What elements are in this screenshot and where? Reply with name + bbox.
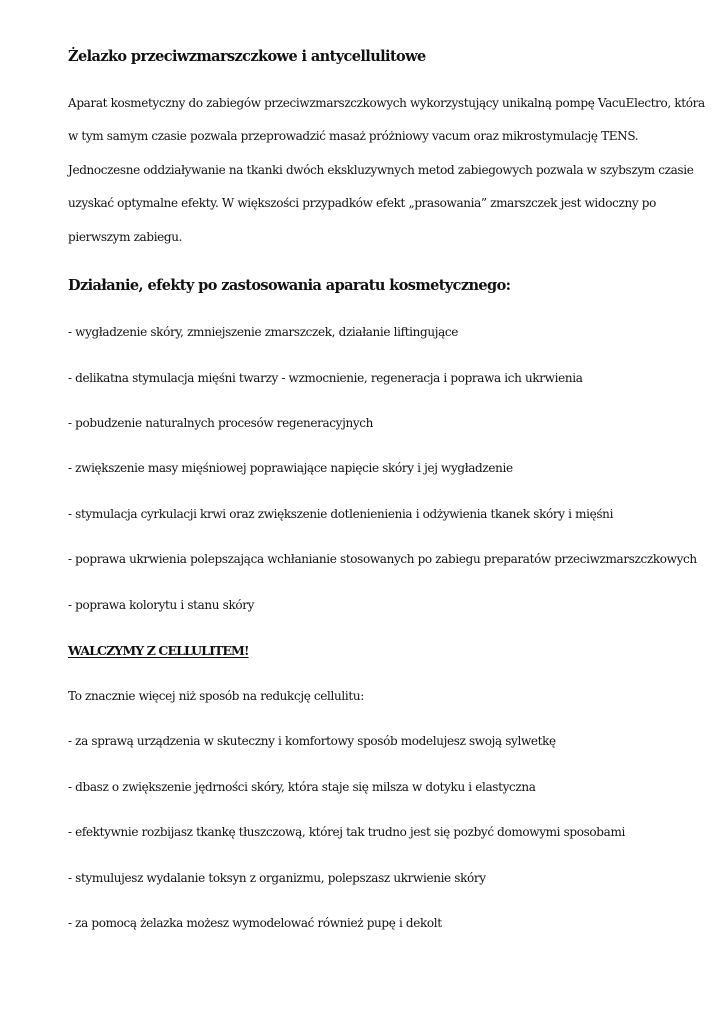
cellulite-list-item: - stymulujesz wydalanie toksyn z organizmu, polepszasz ukrwienie skóry	[68, 871, 486, 885]
document-title: Żelazko przeciwzmarszczkowe i antycellulitowe	[68, 48, 426, 65]
intro-paragraph-line: Jednoczesne oddziaływanie na tkanki dwóch ekskluzywnych metod zabiegowych pozwala w szybszym czasie	[68, 163, 694, 177]
effects-list-item: - stymulacja cyrkulacji krwi oraz zwiększenie dotlenienienia i odżywienia tkanek skóry i mięśni	[68, 507, 614, 521]
cellulite-list-item: - za pomocą żelazka możesz wymodelować również pupę i dekolt	[68, 916, 442, 930]
cellulite-list-item: - efektywnie rozbijasz tkankę tłuszczową, której tak trudno jest się pozbyć domowymi sposobami	[68, 825, 625, 839]
cellulite-list-item: - dbasz o zwiększenie jędrności skóry, która staje się milsza w dotyku i elastyczna	[68, 780, 536, 794]
cellulite-intro: To znacznie więcej niż sposób na redukcję cellulitu:	[68, 689, 364, 703]
effects-list-item: - delikatna stymulacja mięśni twarzy - wzmocnienie, regeneracja i poprawa ich ukrwienia	[68, 371, 583, 385]
cellulite-list-item: - za sprawą urządzenia w skuteczny i komfortowy sposób modelujesz swoją sylwetkę	[68, 734, 556, 748]
effects-list-item: - zwiększenie masy mięśniowej poprawiające napięcie skóry i jej wygładzenie	[68, 461, 513, 475]
effects-list-item: - poprawa ukrwienia polepszająca wchłanianie stosowanych po zabiegu preparatów przeciwzmarszczkowych	[68, 552, 697, 566]
intro-paragraph-line: w tym samym czasie pozwala przeprowadzić masaż próżniowy vacum oraz mikrostymulację TENS.	[68, 129, 639, 143]
intro-paragraph-line: uzyskać optymalne efekty. W większości przypadków efekt „prasowania” zmarszczek jest widoczny po	[68, 196, 656, 210]
cellulite-heading: WALCZYMY Z CELLULITEM!	[68, 643, 249, 658]
intro-paragraph-line: pierwszym zabiegu.	[68, 230, 183, 244]
effects-list-item: - poprawa kolorytu i stanu skóry	[68, 598, 255, 612]
effects-heading: Działanie, efekty po zastosowania aparatu kosmetycznego:	[68, 277, 511, 294]
effects-list-item: - wygładzenie skóry, zmniejszenie zmarszczek, działanie liftingujące	[68, 325, 459, 339]
intro-paragraph-line: Aparat kosmetyczny do zabiegów przeciwzmarszczkowych wykorzystujący unikalną pompę VacuElectro, która	[68, 96, 705, 110]
effects-list-item: - pobudzenie naturalnych procesów regeneracyjnych	[68, 416, 374, 430]
